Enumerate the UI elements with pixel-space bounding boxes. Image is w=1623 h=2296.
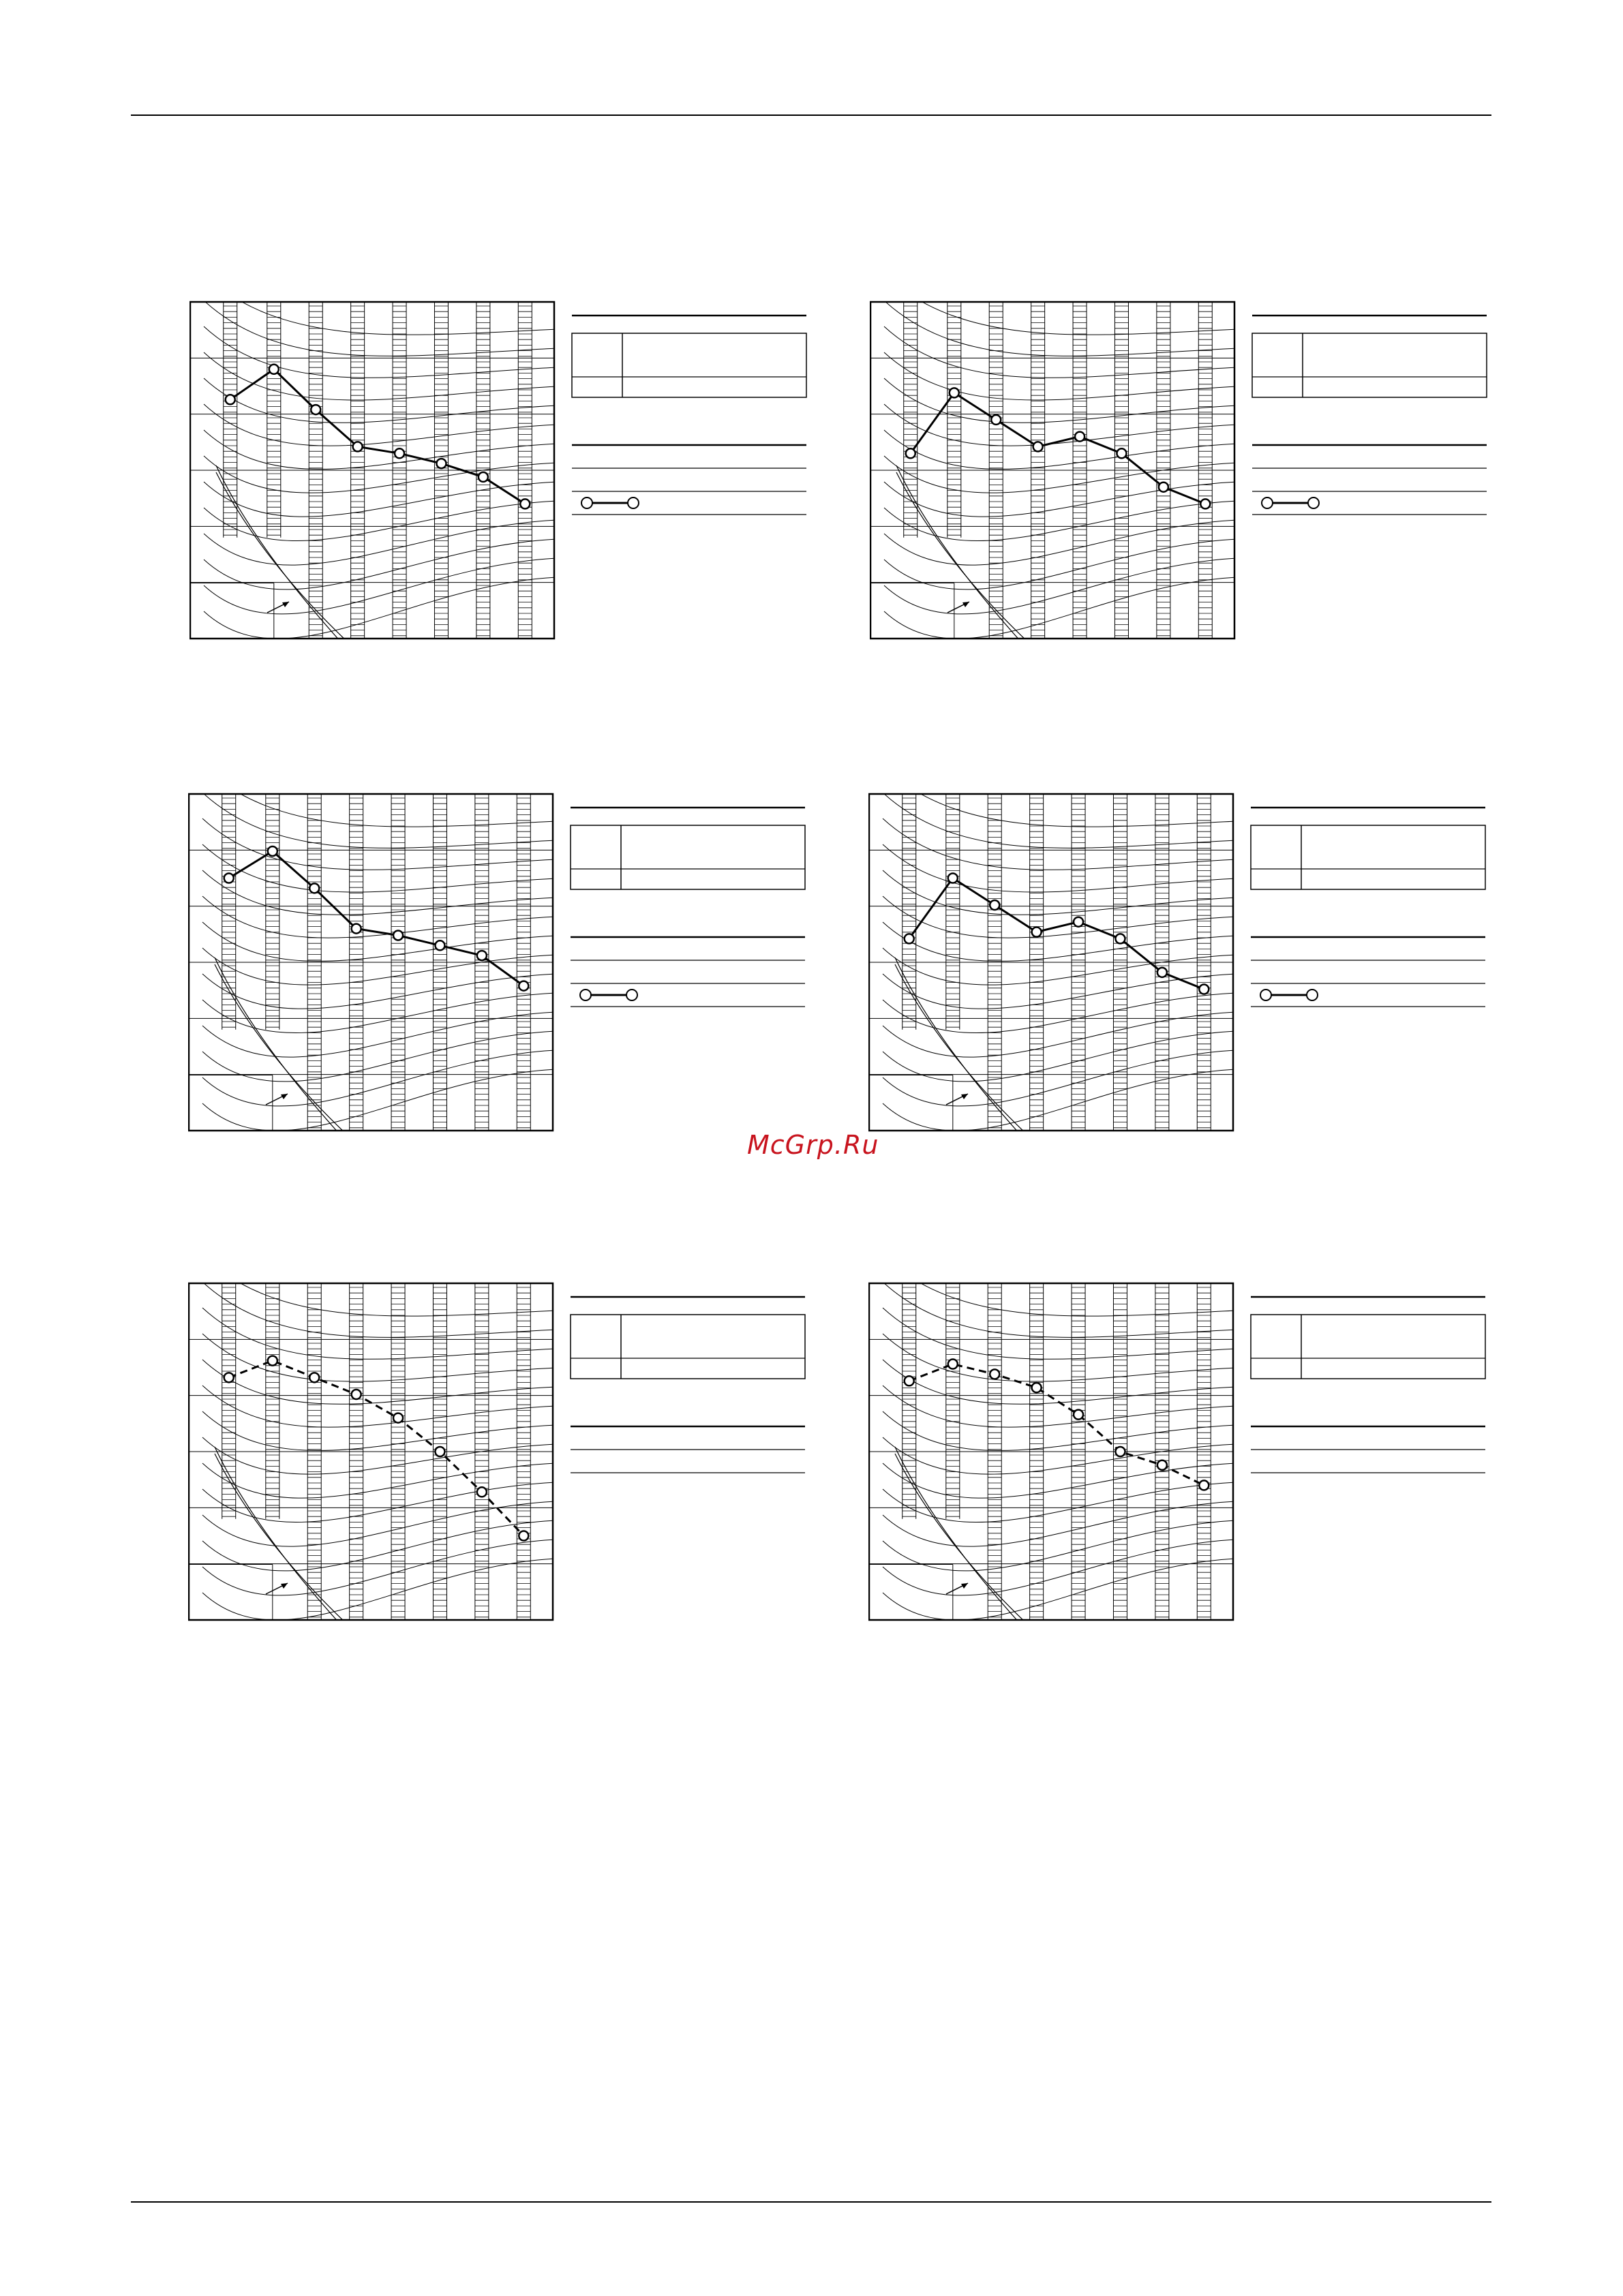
data-point bbox=[353, 442, 363, 451]
nc-curve bbox=[884, 520, 1239, 565]
nc-curve bbox=[883, 993, 1237, 1033]
data-point bbox=[905, 934, 914, 943]
nc-chart-panel-6 bbox=[868, 1281, 1550, 1622]
data-point bbox=[393, 930, 403, 940]
legend-table bbox=[571, 808, 805, 1007]
legend-table bbox=[1252, 316, 1487, 515]
nc-curve bbox=[883, 922, 1237, 961]
data-point bbox=[1157, 1460, 1167, 1470]
legend-table bbox=[571, 1297, 805, 1473]
table-box bbox=[1251, 1315, 1485, 1379]
data-point bbox=[1074, 917, 1083, 927]
nc-chart-panel-3 bbox=[188, 792, 870, 1133]
data-point bbox=[990, 900, 999, 910]
data-point bbox=[950, 388, 959, 397]
nc-curve bbox=[883, 948, 1237, 985]
band-column bbox=[947, 302, 961, 538]
nc-curve bbox=[884, 558, 1239, 614]
plot-area bbox=[190, 300, 806, 641]
legend-marker-icon bbox=[581, 498, 639, 508]
nc-curve bbox=[202, 1437, 557, 1474]
band-column bbox=[266, 1283, 279, 1519]
footer-rule bbox=[131, 2201, 1491, 2203]
plot-area bbox=[189, 792, 805, 1133]
nc-curve bbox=[883, 1501, 1237, 1546]
band-column bbox=[266, 794, 279, 1030]
data-point bbox=[1159, 483, 1168, 492]
data-point bbox=[1199, 1480, 1209, 1490]
nc-curve bbox=[204, 520, 558, 565]
nc-curve bbox=[883, 1012, 1237, 1057]
chart-svg bbox=[868, 1281, 1550, 1622]
data-point bbox=[309, 883, 319, 893]
data-point bbox=[435, 940, 444, 950]
nc-curve bbox=[204, 558, 558, 614]
header-rule bbox=[131, 114, 1491, 116]
nc-curve bbox=[202, 793, 557, 848]
data-point bbox=[226, 395, 235, 404]
data-point bbox=[393, 1413, 403, 1423]
nc-curve bbox=[884, 501, 1239, 541]
nc-curve bbox=[204, 501, 558, 541]
nc-curve bbox=[202, 1281, 557, 1316]
data-point bbox=[1074, 1410, 1083, 1420]
nc-curve bbox=[883, 792, 1237, 827]
data-point bbox=[352, 924, 361, 934]
threshold-curve bbox=[216, 472, 348, 641]
data-point bbox=[479, 472, 488, 482]
table-box bbox=[571, 825, 805, 889]
data-point bbox=[948, 1360, 958, 1369]
data-point bbox=[268, 1356, 277, 1366]
nc-chart-panel-2 bbox=[870, 300, 1551, 641]
band-column bbox=[267, 302, 281, 538]
data-point bbox=[352, 1390, 361, 1399]
threshold-curve bbox=[215, 964, 347, 1133]
data-point bbox=[477, 1487, 487, 1497]
nc-curve bbox=[202, 1050, 557, 1106]
nc-chart-panel-5 bbox=[188, 1281, 870, 1622]
data-point bbox=[520, 499, 530, 508]
data-point bbox=[1115, 934, 1125, 943]
data-series-line bbox=[230, 369, 526, 504]
threshold-curve bbox=[215, 1454, 347, 1622]
data-point bbox=[1032, 1383, 1042, 1392]
data-point bbox=[1117, 448, 1126, 458]
data-point bbox=[1033, 442, 1043, 451]
legend-marker-icon bbox=[580, 990, 637, 1000]
nc-curve bbox=[884, 301, 1239, 356]
data-point bbox=[1157, 968, 1167, 977]
nc-chart-panel-4 bbox=[868, 792, 1550, 1133]
plot-area bbox=[870, 300, 1487, 641]
legend-table bbox=[572, 316, 806, 515]
nc-curve bbox=[204, 300, 558, 335]
chart-svg bbox=[870, 300, 1551, 641]
nc-curve bbox=[884, 456, 1239, 493]
data-point bbox=[477, 951, 487, 960]
table-box bbox=[572, 333, 806, 397]
data-point bbox=[1199, 985, 1209, 994]
threshold-curve bbox=[896, 472, 1029, 641]
data-point bbox=[1200, 499, 1210, 508]
data-point bbox=[990, 1369, 999, 1379]
data-point bbox=[991, 415, 1001, 425]
chart-svg bbox=[189, 300, 871, 641]
nc-curve bbox=[202, 993, 557, 1033]
nc-curve bbox=[883, 1282, 1237, 1337]
data-point bbox=[268, 846, 277, 856]
nc-curve bbox=[202, 1463, 557, 1498]
nc-curve bbox=[204, 456, 558, 493]
nc-curve bbox=[883, 1050, 1237, 1106]
nc-curve bbox=[883, 1437, 1237, 1474]
nc-curve bbox=[202, 1482, 557, 1522]
data-point bbox=[436, 459, 446, 468]
data-series-line bbox=[229, 1361, 524, 1536]
chart-svg bbox=[868, 792, 1550, 1133]
nc-curve bbox=[883, 1281, 1237, 1316]
nc-curve bbox=[202, 948, 557, 985]
legend-marker-icon bbox=[1260, 990, 1318, 1000]
nc-curve bbox=[204, 301, 558, 356]
plot-area bbox=[189, 1281, 805, 1622]
legend-table bbox=[1251, 808, 1485, 1007]
nc-curve bbox=[202, 792, 557, 827]
nc-curve bbox=[202, 1282, 557, 1337]
data-point bbox=[309, 1373, 319, 1382]
nc-curve bbox=[883, 1482, 1237, 1522]
nc-curve bbox=[204, 482, 558, 517]
data-point bbox=[1115, 1447, 1125, 1456]
data-point bbox=[395, 448, 404, 458]
data-point bbox=[269, 365, 279, 374]
nc-curve bbox=[883, 974, 1237, 1009]
nc-curve bbox=[202, 1501, 557, 1546]
table-box bbox=[1252, 333, 1487, 397]
data-point bbox=[311, 405, 320, 414]
data-point bbox=[224, 874, 234, 883]
nc-curve bbox=[202, 1411, 557, 1450]
plot-area bbox=[869, 792, 1485, 1133]
nc-curve bbox=[883, 1411, 1237, 1450]
table-box bbox=[1251, 825, 1485, 889]
legend-table bbox=[1251, 1297, 1485, 1473]
nc-curve bbox=[884, 482, 1239, 517]
nc-curve bbox=[884, 300, 1239, 335]
nc-curve bbox=[202, 1012, 557, 1057]
data-point bbox=[224, 1373, 234, 1382]
data-point bbox=[905, 1376, 914, 1386]
legend-marker-icon bbox=[1262, 498, 1319, 508]
nc-curve bbox=[884, 430, 1239, 469]
band-column bbox=[946, 1283, 960, 1519]
chart-svg bbox=[188, 792, 870, 1133]
threshold-curve bbox=[895, 1454, 1027, 1622]
chart-svg bbox=[188, 1281, 870, 1622]
data-point bbox=[519, 981, 528, 991]
data-point bbox=[1075, 432, 1084, 442]
nc-chart-panel-1 bbox=[189, 300, 871, 641]
data-point bbox=[519, 1531, 528, 1541]
data-point bbox=[906, 448, 915, 458]
band-column bbox=[946, 794, 960, 1030]
data-point bbox=[1032, 928, 1042, 937]
nc-curve bbox=[202, 1540, 557, 1595]
nc-curve bbox=[883, 1540, 1237, 1595]
nc-curve bbox=[202, 974, 557, 1009]
table-box bbox=[571, 1315, 805, 1379]
data-point bbox=[435, 1447, 444, 1456]
plot-area bbox=[869, 1281, 1485, 1622]
threshold-curve bbox=[895, 964, 1027, 1133]
watermark-text: McGrp.Ru bbox=[747, 1130, 879, 1160]
nc-curve bbox=[883, 793, 1237, 848]
nc-curve bbox=[883, 1463, 1237, 1498]
nc-curve bbox=[202, 922, 557, 961]
data-point bbox=[948, 874, 958, 883]
